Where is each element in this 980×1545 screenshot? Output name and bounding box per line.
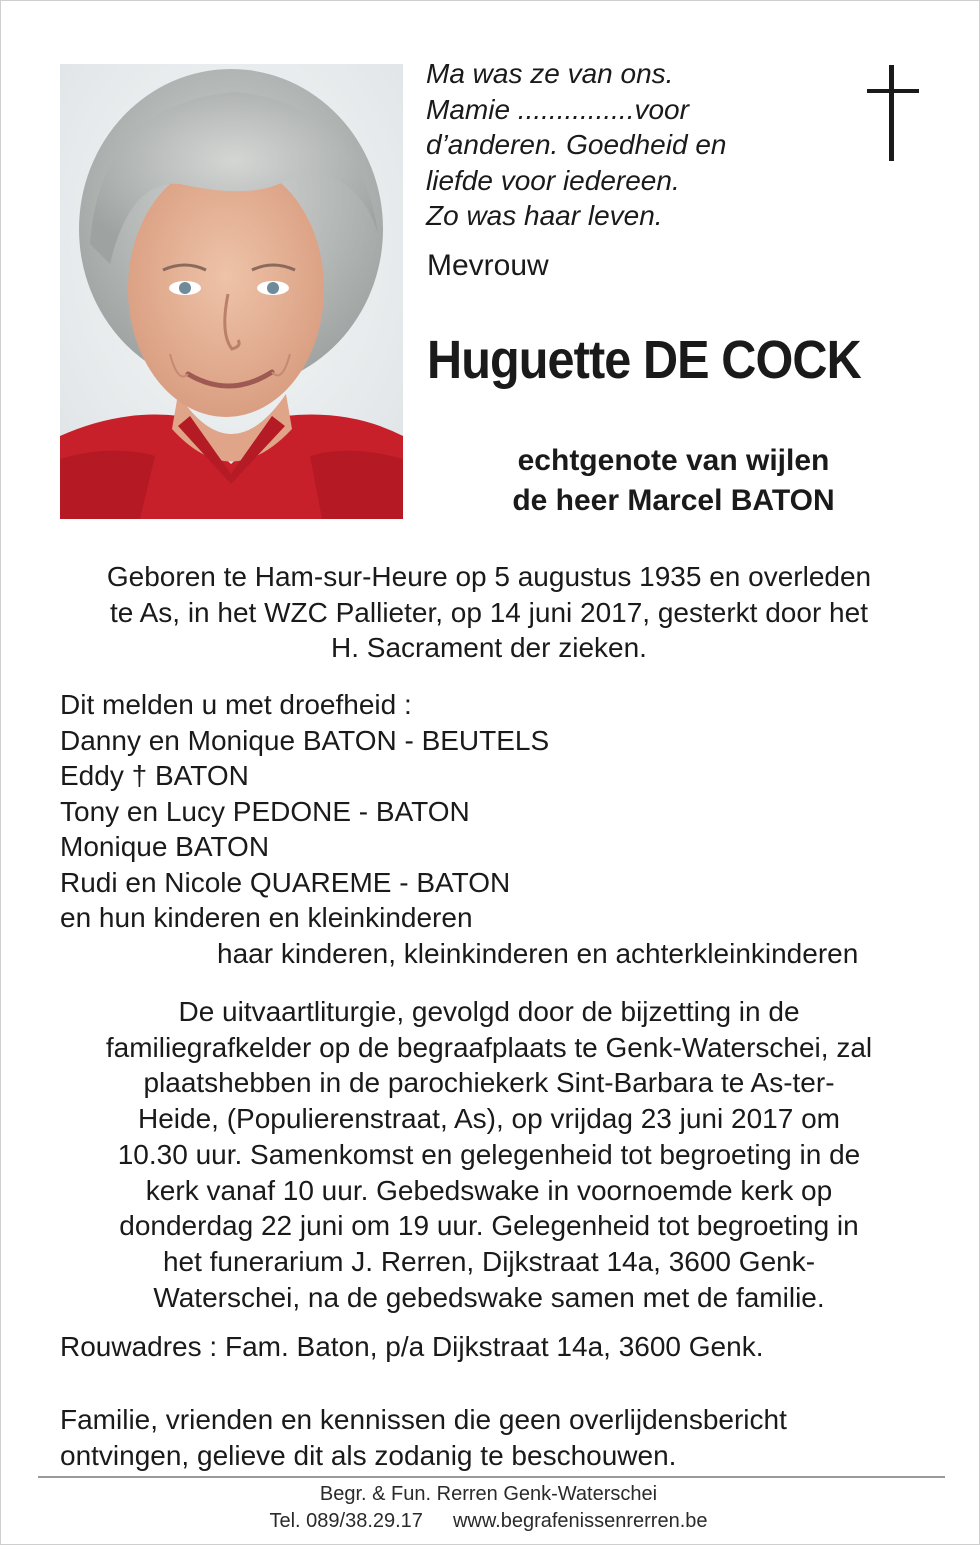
funeral-line: Waterschei, na de gebedswake samen met de familie.: [153, 1281, 825, 1313]
footer: [201, 1481, 776, 1535]
funeral-company: Begr. & Fun. Rerren Genk-Waterschei: [319, 1483, 658, 1505]
website-link[interactable]: www.begrafenissenrerren.be: [452, 1510, 708, 1532]
funeral-line: donderdag 22 juni om 19 uur. Gelegenheid tot begroeting in: [119, 1210, 859, 1242]
family-member: Eddy † BATON: [60, 760, 249, 791]
birth-line: Geboren te Ham-sur-Heure op 5 augustus 1935 en overleden: [106, 561, 872, 592]
birth-line: H. Sacrament der zieken.: [331, 632, 647, 663]
family-list: [60, 687, 940, 971]
funeral-line: De uitvaartliturgie, gevolgd door de bijzetting in de: [178, 996, 800, 1027]
family-member: Tony en Lucy PEDONE - BATON: [60, 795, 470, 827]
funeral-line: 10.30 uur. Samenkomst en gelegenheid tot begroeting in de: [117, 1138, 861, 1170]
quote-line: liefde voor iedereen.: [426, 164, 680, 196]
funeral-line: het funerarium J. Rerren, Dijkstraat 14a, 3600 Genk-: [162, 1245, 816, 1277]
spouse-info: [401, 441, 946, 521]
family-closing: haar kinderen, kleinkinderen en achterkleinkinderen: [217, 937, 859, 969]
quote-line: Mamie ...............voor: [426, 93, 689, 125]
epitaph-quote: [426, 56, 846, 234]
funeral-details: [41, 994, 937, 1315]
quote-line: Zo was haar leven.: [426, 200, 663, 231]
spouse-line: echtgenote van wijlen: [517, 444, 830, 477]
closing-line: ontvingen, gelieve dit als zodanig te beschouwen.: [60, 1439, 677, 1471]
phone-number: Tel. 089/38.29.17: [269, 1510, 423, 1532]
deceased-name: Huguette DE COCK: [427, 330, 861, 390]
portrait-illustration: [60, 64, 403, 519]
family-intro: Dit melden u met droefheid :: [60, 689, 412, 720]
family-member: Danny en Monique BATON - BEUTELS: [60, 724, 550, 756]
family-member: Rudi en Nicole QUAREME - BATON: [60, 866, 511, 898]
quote-line: Ma was ze van ons.: [426, 58, 674, 89]
footer-divider: [38, 1476, 945, 1478]
spouse-line: de heer Marcel BATON: [512, 484, 835, 517]
honorific: Mevrouw: [427, 249, 549, 282]
closing-note: [60, 1402, 787, 1473]
portrait-photo: [60, 64, 403, 519]
funeral-line: Heide, (Populierenstraat, As), op vrijdag 23 juni 2017 om: [138, 1103, 840, 1135]
birth-line: te As, in het WZC Pallieter, op 14 juni 2017, gesterkt door het: [110, 596, 868, 628]
cross-icon: [861, 63, 925, 163]
funeral-line: plaatshebben in de parochiekerk Sint-Barbara te As-ter-: [143, 1067, 835, 1099]
family-member: Monique BATON: [60, 831, 270, 862]
funeral-line: kerk vanaf 10 uur. Gebedswake in voornoemde kerk op: [145, 1174, 833, 1206]
mourning-address: Rouwadres : Fam. Baton, p/a Dijkstraat 14a, 3600 Genk.: [60, 1331, 764, 1362]
contact-row: [201, 1508, 776, 1535]
funeral-line: familiegrafkelder op de begraafplaats te Genk-Waterschei, zal: [105, 1031, 873, 1063]
birth-death-text: [41, 559, 937, 666]
family-member: en hun kinderen en kleinkinderen: [60, 902, 473, 933]
quote-line: d’anderen. Goedheid en: [426, 129, 727, 160]
closing-line: Familie, vrienden en kennissen die geen overlijdensbericht: [60, 1404, 787, 1435]
